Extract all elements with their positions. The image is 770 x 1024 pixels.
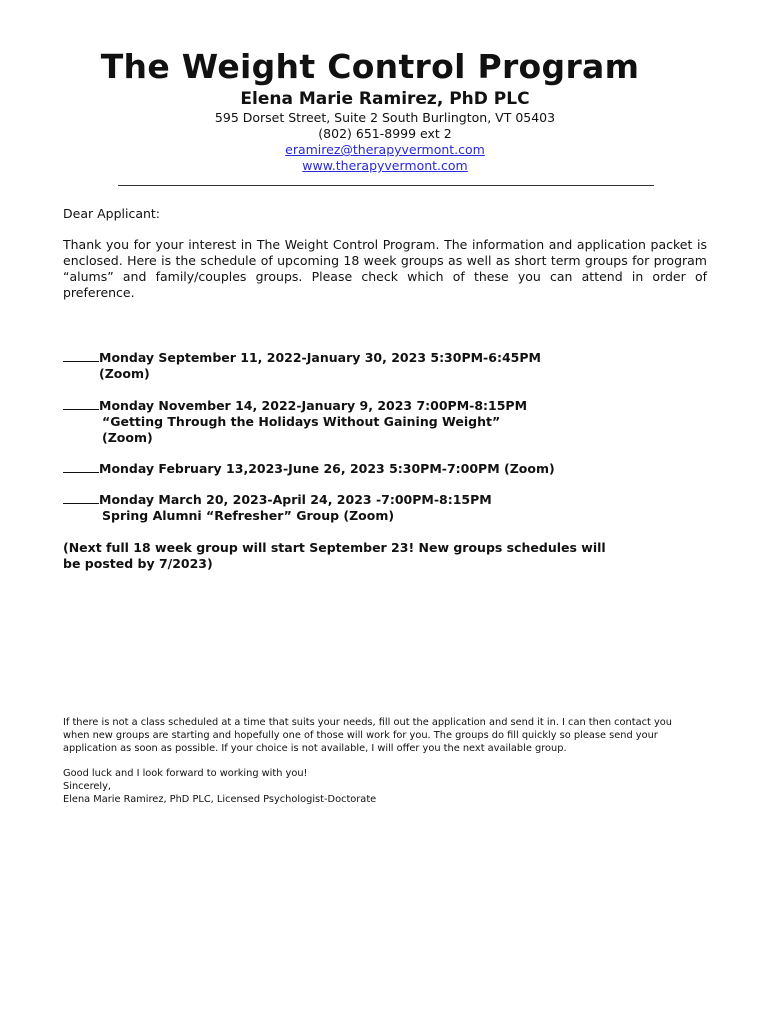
sign-off: Sincerely, [63,781,112,792]
availability-paragraph [63,716,707,755]
availability-line: when new groups are starting and hopefully one of those will work for you. The groups do fill quickly so please send your [63,730,658,741]
program-title: The Weight Control Program [100,47,640,86]
schedule-option-4 [63,492,492,524]
closing-block [63,767,707,806]
next-group-note [63,540,707,572]
website-line [0,158,770,173]
availability-line: application as soon as possible. If your choice is not available, I will offer you the next available group. [63,743,567,754]
salutation: Dear Applicant: [63,206,161,221]
schedule-option-2 [63,398,527,446]
next-group-note-line: be posted by 7/2023) [63,556,213,571]
closing-line: Good luck and I look forward to working with you! [63,768,308,779]
header-divider [118,185,654,186]
signature: Elena Marie Ramirez, PhD PLC, Licensed Psychologist-Doctorate [63,794,377,805]
schedule-option-dates: Monday November 14, 2022-January 9, 2023 7:00PM-8:15PM [99,398,528,413]
schedule-option-3 [63,461,555,477]
schedule-option-detail: (Zoom) [99,366,150,381]
intro-paragraph: Thank you for your interest in The Weight Control Program. The information and application packet is enclosed. Here is the schedule of upcoming 18 week groups as well as short term groups for program “alums” and family/couples groups. Please check which of these you can attend in order of preference. [63,237,707,300]
schedule-option-1 [63,350,541,382]
phone-line: (802) 651-8999 ext 2 [318,126,452,141]
email-line [0,142,770,157]
checkbox-blank[interactable] [63,492,99,504]
checkbox-blank[interactable] [63,350,99,362]
schedule-option-detail: Spring Alumni “Refresher” Group (Zoom) [102,508,395,523]
checkbox-blank[interactable] [63,398,99,410]
schedule-option-dates: Monday March 20, 2023-April 24, 2023 -7:00PM-8:15PM [99,492,492,507]
schedule-option-format: (Zoom) [102,430,153,445]
schedule-option-dates: Monday February 13,2023-June 26, 2023 5:30PM-7:00PM (Zoom) [99,461,555,476]
schedule-option-dates: Monday September 11, 2022-January 30, 2023 5:30PM-6:45PM [99,350,541,365]
checkbox-blank[interactable] [63,461,99,473]
provider-name: Elena Marie Ramirez, PhD PLC [240,89,530,109]
address-line: 595 Dorset Street, Suite 2 South Burlington, VT 05403 [214,110,556,125]
schedule-option-detail: “Getting Through the Holidays Without Gaining Weight” [102,414,501,429]
email-link[interactable]: eramirez@therapyvermont.com [285,142,485,157]
availability-line: If there is not a class scheduled at a time that suits your needs, fill out the application and send it in. I can then contact you [63,717,672,728]
website-link[interactable]: www.therapyvermont.com [302,158,468,173]
next-group-note-line: (Next full 18 week group will start September 23! New groups schedules will [63,540,606,555]
